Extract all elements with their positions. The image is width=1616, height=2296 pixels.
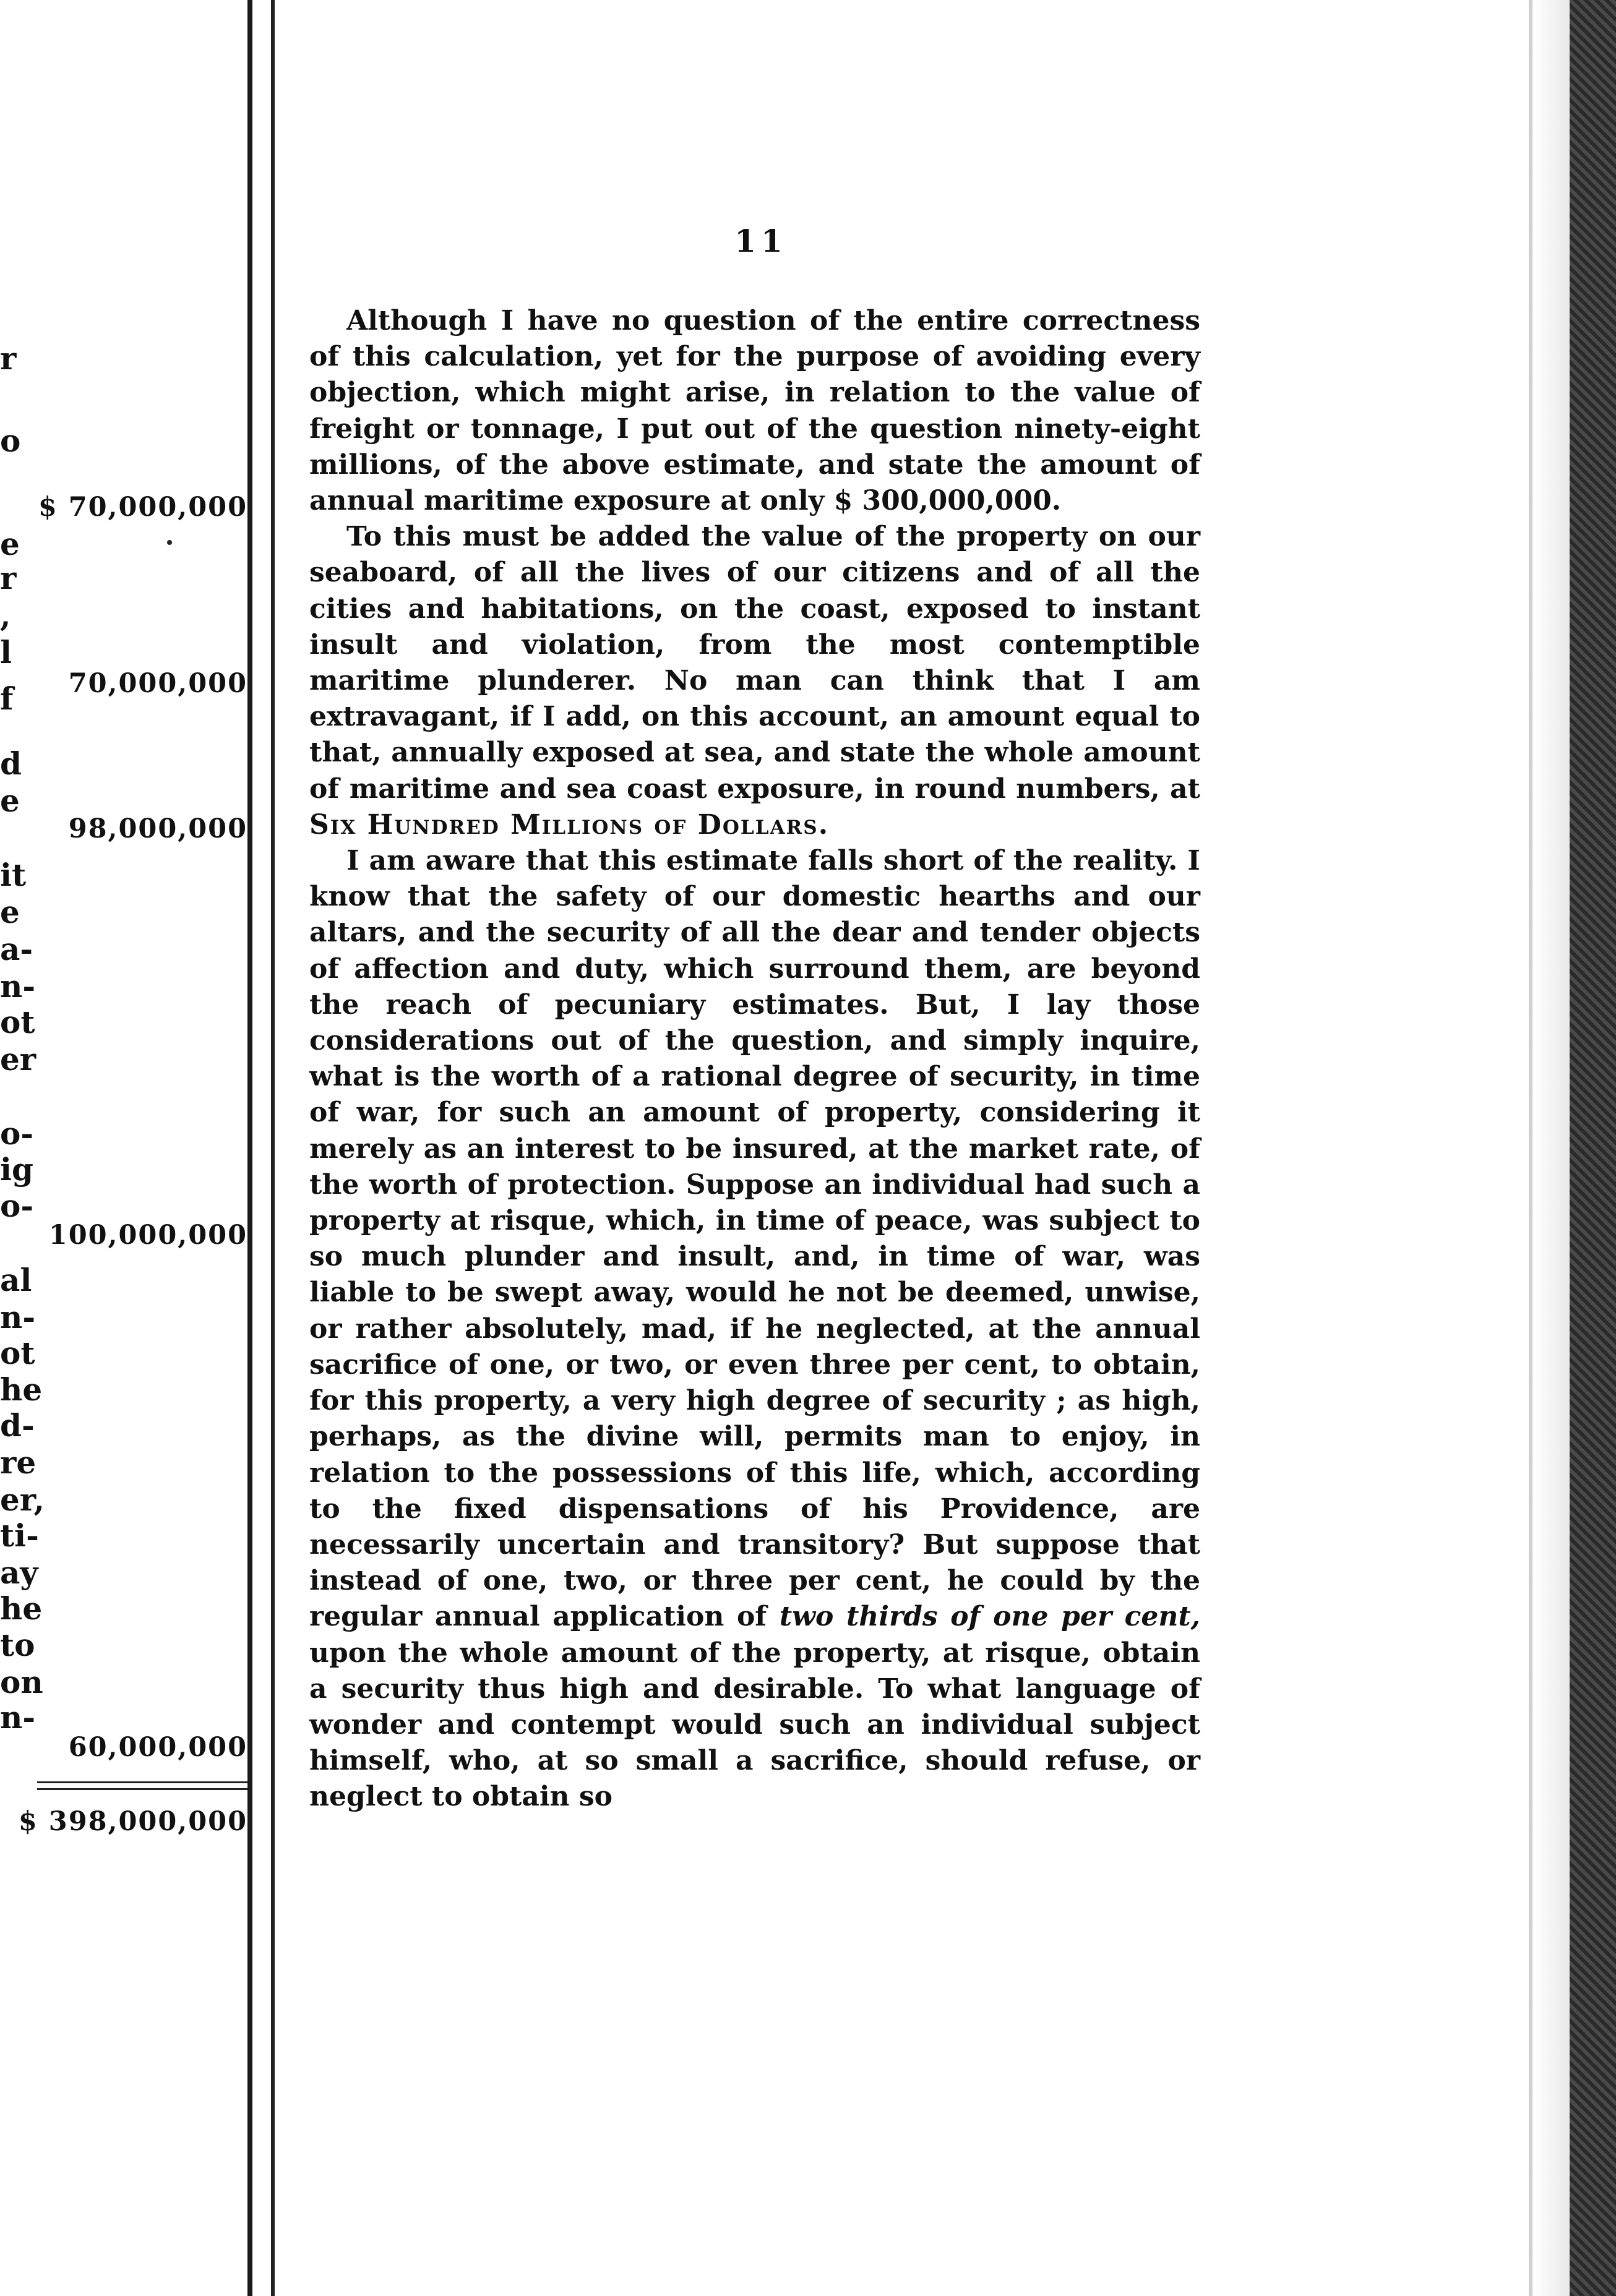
- left-margin-letter: a-: [0, 931, 33, 967]
- left-margin-letter: ig: [0, 1151, 33, 1188]
- body-text: [309, 303, 1200, 1815]
- left-margin-letter: on: [0, 1664, 43, 1700]
- left-margin-letter: o: [0, 422, 21, 459]
- left-margin-letter: e: [0, 782, 20, 819]
- amount-line: 98,000,000: [68, 813, 247, 844]
- sum-rule: [37, 1781, 247, 1790]
- page-gutter: [252, 0, 275, 2296]
- left-margin-letter: ot: [0, 1004, 35, 1040]
- paragraph-text: I am aware that this estimate falls short of the reality. I know that the safety of our domestic hearths and our altars, and the security of all the dear and tender objects of affection and duty, which surround them, are beyond the reach of pecuniary estimates. But, I lay those considerations out of the question, and simply inquire, what is the worth of a rational degree of security, in time of war, for such an amount of property, considering it merely as an interest to be insured, at the market rate, of the worth of protection. Suppose an individual had such a property at risque, which, in time of peace, was subject to so much plunder and insult, and, in time of war, was liable to be swept away, would he not be deemed, unwise, or rather absolutely, mad, if he neglected, at the annual sacrifice of one, or two, or even three per cent, to obtain, for this property, a very high degree of security ; as high, perhaps, as the divine will, permits man to enjoy, in relation to the possessions of this life, which, according to the fixed dispensations of his Providence, are necessarily uncertain and transitory? But suppose that instead of one, two, or three per cent, he could by the regular annual application of: [309, 845, 1200, 1633]
- left-margin-letter: er: [0, 1041, 37, 1077]
- amount-line: $ 70,000,000: [38, 492, 247, 523]
- small-caps-text: Six Hundred Millions of Dollars: [309, 808, 819, 841]
- amount-total: $ 398,000,000: [18, 1806, 247, 1837]
- left-margin-letter: er,: [0, 1481, 45, 1518]
- left-margin-letter: al: [0, 1262, 32, 1298]
- left-margin-letter: o-: [0, 1188, 34, 1224]
- left-margin-letter: ti-: [0, 1517, 39, 1554]
- left-margin-letter: ,: [0, 597, 11, 633]
- left-margin-letter: n-: [0, 1299, 36, 1335]
- left-margin-letter: r: [0, 560, 17, 596]
- book-binding: [1570, 0, 1616, 2296]
- amount-line: 100,000,000: [48, 1220, 247, 1251]
- left-margin-letter: n-: [0, 1699, 36, 1736]
- paragraph-text: upon the whole amount of the property, at risque, obtain a security thus high and desirable. To what language of wonder and contempt would such an individual subject himself, who, at so small a sacrifice, should refuse, or neglect to obtain so: [309, 1637, 1200, 1813]
- italic-text: two thirds of one per cent,: [779, 1601, 1200, 1633]
- amount-line: 60,000,000: [68, 1732, 247, 1763]
- amount-line: 70,000,000: [68, 668, 247, 699]
- left-margin-letter: r: [0, 340, 17, 377]
- left-margin-letter: to: [0, 1627, 35, 1663]
- dot-mark: [167, 540, 172, 545]
- paragraph: [309, 519, 1200, 843]
- paragraph: [309, 303, 1200, 519]
- left-margin-letter: d-: [0, 1407, 35, 1444]
- paragraph: [309, 843, 1200, 1815]
- left-margin-letter: ot: [0, 1335, 35, 1371]
- left-margin-letter: n-: [0, 968, 36, 1004]
- paragraph-text: Although I have no question of the entire correctness of this calculation, yet for the purpose of avoiding every objection, which might arise, in relation to the value of freight or tonnage, I put out of the question ninety-eight millions, of the above estimate, and state the amount of annual maritime exposure at only $ 300,000,000.: [309, 305, 1200, 517]
- left-margin-letter: re: [0, 1444, 37, 1481]
- left-page: [0, 0, 252, 2296]
- left-margin-letter: o-: [0, 1115, 34, 1152]
- paragraph-text: .: [818, 808, 828, 841]
- left-margin-letter: f: [0, 680, 14, 717]
- page-number: 11: [734, 223, 788, 259]
- left-margin-letter: he: [0, 1590, 43, 1627]
- left-margin-letter: l: [0, 634, 12, 670]
- binding-edge: [1529, 0, 1570, 2296]
- left-margin-letter: d: [0, 745, 22, 782]
- left-margin-letter: it: [0, 857, 27, 893]
- left-margin-letter: ay: [0, 1554, 38, 1591]
- left-margin-letter: e: [0, 526, 20, 562]
- left-margin-letter: e: [0, 894, 20, 930]
- paragraph-text: To this must be added the value of the property on our seaboard, of all the lives of our citizens and of all the cities and habitations, on the coast, exposed to instant insult and violation, from the most contemptible maritime plunderer. No man can think that I am extravagant, if I add, on this account, an amount equal to that, annually exposed at sea, and state the whole amount of maritime and sea coast exposure, in round numbers, at: [309, 521, 1200, 805]
- left-margin-letter: he: [0, 1371, 43, 1408]
